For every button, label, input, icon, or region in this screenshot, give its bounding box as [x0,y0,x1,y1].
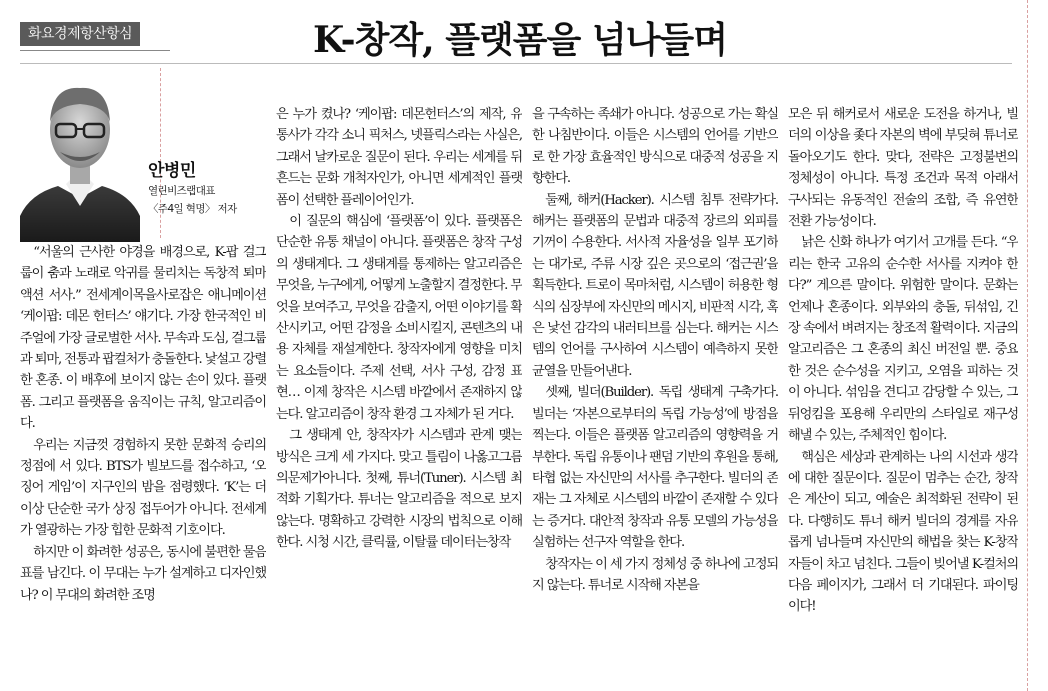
body-column-4 [788,104,1018,682]
headline-divider [20,63,1012,64]
paragraph: 그 생태계 안, 창작자가 시스템과 관계 맺는 방식은 크게 세 가지다. 맞고 틀림이 나옳고그름의문제가아니다. 첫째, 튜너(Tuner). 시스템 최적화 기획가다. 튜너는 알고리즘을 적으로 보지 않는다. 명확하고 강력한 시장의 법칙으로 이해한다. 시청 시간, 클릭률, 이탈률 데이터는창작 [276,428,522,551]
body-column-3 [532,104,778,682]
section-underline [20,50,170,51]
author-photo [20,66,140,242]
paragraph: 셋째, 빌더(Builder). 독립 생태계 구축가다. 빌더는 ‘자본으로부터의 독립 가능성’에 방점을 찍는다. 이들은 플랫폼 알고리즘의 영향력을 거부한다. 독립 유통이나 팬덤 기반의 후원을 통해, 타협 없는 자신만의 서사를 추구한다. 빌더의 존재는 그 자체로 시스템의 바깥이 존재할 수 있다는 증거다. 대안적 창작과 유통 모델의 가능성을 실험하는 선구자 역할을 한다. [532,385,778,551]
author-name: 안병민 [148,161,196,181]
author-title: 열린비즈랩대표 [148,185,215,197]
paragraph: 둘째, 해커(Hacker). 시스템 침투 전략가다. 해커는 플랫폼의 문법과 대중적 장르의 외피를 기꺼이 수용한다. 서사적 자율성을 일부 포기하는 대가로, 주류 시장 깊은 곳으로의 ‘접근권’을 획득한다. 트로이 목마처럼, 시스템이 허용한 형식의 심장부에 자신만의 메시지, 비판적 시각, 혹은 낯선 감각의 내러티브를 심는다. 해커는 시스템의 언어를 구사하여 시스템이 예측하지 못한 균열을 만들어낸다. [532,192,778,379]
paragraph: 모은 뒤 해커로서 새로운 도전을 하거나, 빌더의 이상을 좇다 자본의 벽에 부딪혀 튜너로 돌아오기도 한다. 맞다, 전략은 고정불변의 정체성이 아니다. 특정 조건과 목적 아래서 구사되는 유동적인 전술의 조합, 즉 유연한 전환 가능성이다. [788,107,1018,230]
body-column-1 [20,242,266,682]
paragraph: 하지만 이 화려한 성공은, 동시에 불편한 물음표를 남긴다. 이 무대는 누가 설계하고 디자인했나? 이 무대의 화려한 조명 [20,544,266,603]
paragraph: 핵심은 세상과 관계하는 나의 시선과 생각에 대한 질문이다. 질문이 멈추는 순간, 창작은 계산이 되고, 예술은 최적화된 전략이 된다. 다행히도 튜너 해커 빌더의 경계를 자유롭게 넘나들며 자신만의 해법을 찾는 K-창작자들이 차고 넘친다. 그들이 빚어낼 K-컬처의 다음 페이지가, 그래서 더 기대된다. 파이팅이다! [788,449,1018,615]
headline: K-창작, 플랫폼을 넘나들며 [313,19,727,61]
paragraph: 창작자는 이 세 가지 정체성 중 하나에 고정되지 않는다. 튜너로 시작해 자본을 [532,556,778,593]
page-edge-dotted-line [1027,0,1028,691]
paragraph: 을 구속하는 족쇄가 아니다. 성공으로 가는 확실한 나침반이다. 이들은 시스템의 언어를 기반으로 한 가장 효율적인 방식으로 대중적 성공을 지향한다. [532,107,778,187]
paragraph: “서울의 근사한 야경을 배경으로, K-팝 걸그룹이 춤과 노래로 악귀를 물리치는 독창적 퇴마 액션 서사.” 전세계이목을사로잡은 애니메이션 ‘케이팝: 데몬 헌터스’ 얘기다. 가장 한국적인 비주얼에 가장 글로벌한 서사. 무속과 도심, 걸그룹과 퇴마, 전통과 팝컬처가 충돌한다. 낯설고 강렬한 혼종. 이 배후에 보이지 않는 손이 있다. 플랫폼. 그리고 플랫폼을 움직이는 규칙, 알고리즘이다. [20,245,266,432]
paragraph: 은 누가 켰나? ‘케이팝: 데몬헌터스’의 제작, 유통사가 각각 소니 픽처스, 넷플릭스라는 사실은, 그래서 날카로운 질문이 된다. 우리는 세계를 뒤흔드는 문화 개척자인가, 아니면 세계적인 플랫폼이 선택한 플레이어인가. [276,107,522,208]
body-column-2 [276,104,522,682]
author-book: 〈주4일 혁명〉 저자 [148,203,237,215]
section-tag: 화요경제항산항심 [20,22,140,46]
author-portrait-icon [20,66,140,242]
paragraph: 이 질문의 핵심에 ‘플랫폼’이 있다. 플랫폼은 단순한 유통 채널이 아니다. 플랫폼은 창작 구성의 생태계다. 그 생태계를 통제하는 알고리즘은 무엇을, 누구에게, 어떻게 노출할지 결정한다. 무엇을 보여주고, 무엇을 감출지, 어떤 이야기를 확산시키고, 어떤 감정을 소비시킬지, 콘텐츠의 내용 자체를 재설계한다. 창작자에게 영향을 미치는 요소들이다. 주제 선택, 서사 구성, 감정 표현… 이제 창작은 시스템 바깥에서 존재하지 않는다. 알고리즘이 창작 환경 그 자체가 된 거다. [276,214,522,422]
paragraph: 우리는 지금껏 경험하지 못한 문화적 승리의 정점에 서 있다. BTS가 빌보드를 접수하고, ‘오징어 게임’이 지구인의 밤을 점령했다. ‘K’는 더 이상 단순한 국가 상징 접두어가 아니다. 전세계가 열광하는 가장 힙한 문화적 기호이다. [20,437,266,539]
paragraph: 낡은 신화 하나가 여기서 고개를 든다. “우리는 한국 고유의 순수한 서사를 지켜야 한다?” 게으른 말이다. 위험한 말이다. 문화는 언제나 혼종이다. 외부와의 충돌, 뒤섞임, 긴장 속에서 벼려지는 창조적 활력이다. 지금의 알고리즘은 그 혼종의 최신 버전일 뿐. 중요한 것은 순수성을 지키고, 오염을 피하는 것이 아니다. 섞임을 견디고 감당할 수 있는, 그 뒤엉킴을 포용해 우리만의 스타일로 재구성해낼 수 있는, 주체적인 힘이다. [788,235,1018,444]
author-byline [148,160,260,218]
